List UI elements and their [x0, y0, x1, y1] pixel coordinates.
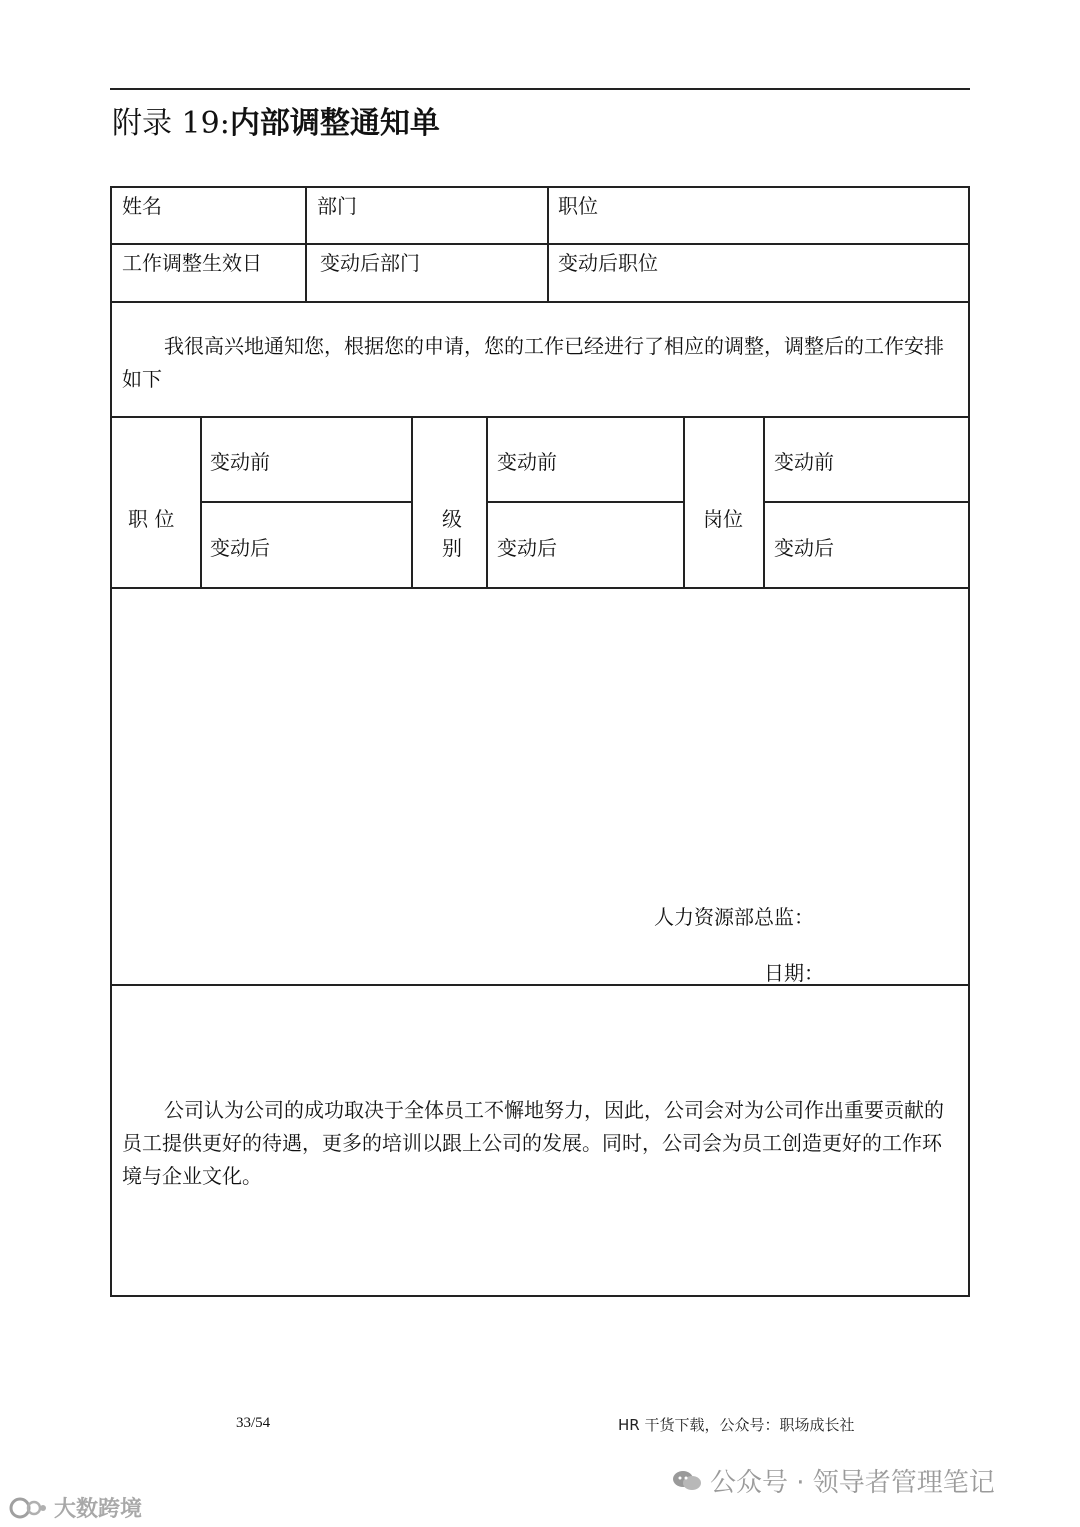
level-before-label: 变动前	[497, 450, 557, 474]
watermark-left	[8, 1492, 142, 1523]
title-prefix: 附录 19:	[112, 106, 230, 141]
dept-label: 部门	[317, 194, 357, 218]
name-label: 姓名	[122, 194, 162, 218]
post-after-label: 变动后	[774, 536, 834, 560]
effective-date-label: 工作调整生效日	[122, 251, 262, 275]
closing-text: 公司认为公司的成功取决于全体员工不懈地努力，因此，公司会对为公司作出重要贡献的员工提供更好的待遇，更多的培训以跟上公司的发展。同时，公司会为员工创造更好的工作环境与企业文化。	[122, 1098, 944, 1188]
position-label: 职位	[558, 194, 598, 218]
watermark-right	[672, 1462, 995, 1499]
change-group-position-label: 职 位	[128, 507, 175, 531]
position-after-label: 变动后	[210, 536, 270, 560]
change-group-level-label-2: 别	[442, 536, 462, 560]
row-divider	[110, 984, 970, 986]
col-divider	[547, 186, 549, 302]
sub-row-divider	[486, 501, 684, 503]
sub-row-divider	[200, 501, 412, 503]
notice-text: 我很高兴地通知您，根据您的申请，您的工作已经进行了相应的调整，调整后的工作安排如下	[122, 334, 944, 391]
table-border-bottom	[110, 1295, 970, 1297]
footer-source-note: HR 干货下载，公众号：职场成长社	[618, 1416, 855, 1434]
post-before-label: 变动前	[774, 450, 834, 474]
watermark-left-text: 大数跨境	[54, 1497, 143, 1522]
sub-row-divider	[763, 501, 970, 503]
col-divider	[305, 186, 307, 302]
row-divider	[110, 587, 970, 589]
hr-director-label: 人力资源部总监：	[654, 905, 814, 929]
change-group-level-label-1: 级	[442, 507, 462, 531]
date-label: 日期：	[764, 961, 824, 985]
top-rule	[110, 88, 970, 90]
row-divider	[110, 301, 970, 303]
page-number: 33/54	[236, 1415, 271, 1431]
watermark-right-text: 公众号 · 领导者管理笔记	[710, 1468, 995, 1498]
table-border-top	[110, 186, 970, 188]
page-title	[112, 98, 440, 142]
table-border-left	[110, 186, 112, 1297]
position-before-label: 变动前	[210, 450, 270, 474]
row-divider	[110, 243, 970, 245]
row-divider	[110, 416, 970, 418]
new-dept-label: 变动后部门	[320, 251, 420, 275]
level-after-label: 变动后	[497, 536, 557, 560]
watermark-logo-icon	[8, 1496, 48, 1520]
wechat-icon	[672, 1469, 702, 1493]
title-main: 内部调整通知单	[229, 106, 440, 141]
new-position-label: 变动后职位	[558, 251, 658, 275]
change-group-post-label: 岗位	[703, 507, 743, 531]
table-border-right	[968, 186, 970, 1297]
